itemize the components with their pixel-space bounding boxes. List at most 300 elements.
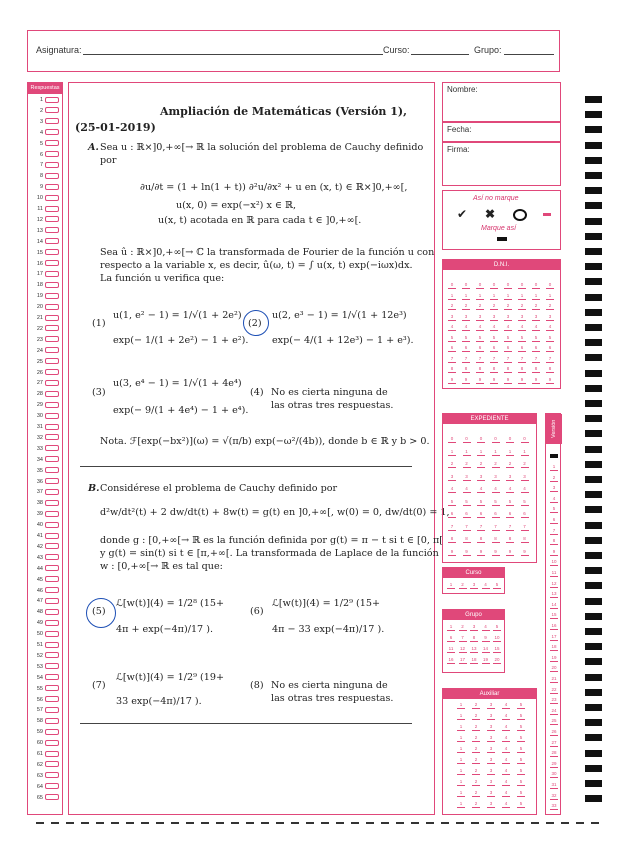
answer-row-56[interactable] — [31, 696, 61, 704]
answer-bubble[interactable] — [45, 369, 59, 375]
auxiliar-grid[interactable] — [442, 688, 537, 815]
bubble-cell[interactable]: 4 — [482, 582, 490, 589]
bubble-cell[interactable]: 4 — [502, 790, 510, 797]
bubble-cell[interactable]: 4 — [463, 486, 471, 493]
bubble-cell[interactable]: 3 — [487, 702, 495, 709]
bubble-cell[interactable]: 28 — [551, 750, 557, 756]
bubble-cell[interactable]: 7 — [476, 356, 484, 363]
bubble-cell[interactable]: 19 — [551, 654, 557, 660]
answer-bubble[interactable] — [45, 97, 59, 103]
bubble-cell[interactable]: 8 — [504, 366, 512, 373]
answer-row-7[interactable] — [31, 161, 61, 169]
bubble-cell[interactable]: 4 — [448, 324, 456, 331]
bubble-cell[interactable]: 0 — [492, 436, 500, 443]
bubble-cell[interactable]: 4 — [502, 713, 510, 720]
bubble-cell[interactable]: 3 — [550, 485, 558, 492]
bubble-cell[interactable]: 26 — [551, 729, 557, 734]
bubble-cell[interactable]: 3 — [463, 474, 471, 481]
answer-row-1[interactable] — [31, 96, 61, 104]
bubble-cell[interactable]: 2 — [472, 724, 480, 731]
bubble-cell[interactable]: 8 — [476, 366, 484, 373]
bubble-cell[interactable]: 5 — [546, 335, 554, 342]
bubble-cell[interactable]: 5 — [517, 713, 525, 720]
bubble-cell[interactable]: 9 — [482, 635, 490, 642]
answer-bubble[interactable] — [45, 304, 59, 310]
bubble-cell[interactable]: 9 — [550, 549, 558, 556]
answer-row-24[interactable] — [31, 347, 61, 355]
answer-row-65[interactable] — [31, 794, 61, 802]
answer-row-37[interactable] — [31, 488, 61, 496]
answer-bubble[interactable] — [45, 772, 59, 778]
answer-row-59[interactable] — [31, 728, 61, 736]
bubble-cell[interactable]: 5 — [492, 499, 500, 506]
bubble-cell[interactable]: 0 — [490, 282, 498, 289]
bubble-cell[interactable]: 9 — [462, 377, 470, 384]
answer-bubble[interactable] — [45, 315, 59, 321]
bubble-cell[interactable]: 1 — [546, 293, 554, 300]
bubble-cell[interactable]: 7 — [550, 528, 558, 535]
bubble-cell[interactable]: 14 — [551, 601, 557, 607]
answer-bubble[interactable] — [45, 620, 59, 626]
answer-row-9[interactable] — [31, 183, 61, 191]
answer-row-12[interactable] — [31, 216, 61, 224]
bubble-cell[interactable]: 18 — [551, 644, 557, 650]
bubble-cell[interactable]: 5 — [477, 499, 485, 506]
answer-bubble[interactable] — [45, 794, 59, 800]
answer-bubble[interactable] — [45, 173, 59, 179]
bubble-cell[interactable]: 9 — [448, 377, 456, 384]
bubble-cell[interactable]: 24 — [551, 707, 557, 713]
answer-bubble[interactable] — [45, 238, 59, 244]
bubble-cell[interactable]: 18 — [471, 657, 477, 662]
bubble-cell[interactable]: 5 — [504, 335, 512, 342]
bubble-cell[interactable]: 9 — [504, 377, 512, 384]
bubble-cell[interactable]: 5 — [550, 506, 558, 513]
bubble-cell[interactable]: 6 — [504, 345, 512, 352]
bubble-cell[interactable]: 6 — [447, 635, 455, 642]
bubble-cell[interactable]: 2 — [472, 757, 480, 764]
bubble-cell[interactable]: 9 — [477, 549, 485, 556]
bubble-cell[interactable]: 2 — [518, 303, 526, 310]
answer-bubble[interactable] — [45, 347, 59, 353]
bubble-cell[interactable]: 10 — [551, 559, 557, 565]
answer-row-54[interactable] — [31, 674, 61, 682]
bubble-cell[interactable]: 1 — [457, 790, 465, 797]
bubble-cell[interactable]: 1 — [457, 801, 465, 808]
bubble-cell[interactable]: 19 — [482, 657, 488, 662]
answer-row-13[interactable] — [31, 227, 61, 235]
bubble-cell[interactable]: 5 — [517, 702, 525, 709]
bubble-cell[interactable]: 1 — [506, 449, 514, 456]
bubble-cell[interactable]: 3 — [476, 314, 484, 321]
answer-bubble[interactable] — [45, 424, 59, 430]
bubble-cell[interactable]: 7 — [463, 524, 471, 531]
bubble-cell[interactable]: 5 — [517, 757, 525, 764]
bubble-cell[interactable]: 8 — [546, 366, 554, 373]
answer-row-10[interactable] — [31, 194, 61, 202]
bubble-cell[interactable]: 1 — [550, 464, 558, 471]
bubble-cell[interactable]: 1 — [457, 713, 465, 720]
bubble-cell[interactable]: 5 — [463, 499, 471, 506]
bubble-cell[interactable]: 4 — [521, 486, 529, 493]
version-column[interactable] — [545, 413, 561, 815]
answer-bubble[interactable] — [45, 118, 59, 124]
bubble-cell[interactable]: 1 — [457, 768, 465, 775]
answer-row-45[interactable] — [31, 576, 61, 584]
answer-bubble[interactable] — [45, 358, 59, 364]
bubble-cell[interactable]: 4 — [502, 757, 510, 764]
answer-bubble[interactable] — [45, 609, 59, 615]
bubble-cell[interactable]: 2 — [546, 303, 554, 310]
answer-bubble[interactable] — [45, 206, 59, 212]
bubble-cell[interactable]: 4 — [477, 486, 485, 493]
answer-bubble[interactable] — [45, 216, 59, 222]
bubble-cell[interactable]: 2 — [472, 702, 480, 709]
answer-row-53[interactable] — [31, 663, 61, 671]
asignatura-field[interactable] — [83, 54, 383, 55]
bubble-cell[interactable]: 8 — [448, 366, 456, 373]
bubble-cell[interactable]: 4 — [502, 702, 510, 709]
bubble-cell[interactable]: 8 — [506, 536, 514, 543]
answer-row-2[interactable] — [31, 107, 61, 115]
bubble-cell[interactable]: 5 — [517, 735, 525, 742]
bubble-cell[interactable]: 0 — [448, 436, 456, 443]
answer-bubble[interactable] — [45, 729, 59, 735]
answer-row-36[interactable] — [31, 478, 61, 486]
bubble-cell[interactable]: 31 — [551, 782, 557, 787]
bubble-cell[interactable]: 2 — [472, 768, 480, 775]
bubble-cell[interactable]: 8 — [518, 366, 526, 373]
bubble-cell[interactable]: 2 — [490, 303, 498, 310]
bubble-cell[interactable]: 6 — [490, 345, 498, 352]
bubble-cell[interactable]: 5 — [517, 768, 525, 775]
bubble-cell[interactable]: 5 — [493, 624, 501, 631]
answer-row-4[interactable] — [31, 129, 61, 137]
answer-row-29[interactable] — [31, 401, 61, 409]
bubble-cell[interactable]: 5 — [476, 335, 484, 342]
answer-bubble[interactable] — [45, 543, 59, 549]
bubble-cell[interactable]: 7 — [448, 524, 456, 531]
answer-row-63[interactable] — [31, 772, 61, 780]
answer-bubble[interactable] — [45, 751, 59, 757]
answer-bubble[interactable] — [45, 129, 59, 135]
bubble-cell[interactable]: 4 — [482, 624, 490, 631]
bubble-cell[interactable]: 16 — [448, 657, 454, 662]
bubble-cell[interactable]: 4 — [502, 724, 510, 731]
bubble-cell[interactable]: 4 — [504, 324, 512, 331]
bubble-cell[interactable]: 5 — [448, 499, 456, 506]
bubble-cell[interactable]: 3 — [487, 746, 495, 753]
answer-bubble[interactable] — [45, 380, 59, 386]
bubble-cell[interactable]: 4 — [506, 486, 514, 493]
bubble-cell[interactable]: 3 — [470, 624, 478, 631]
bubble-cell[interactable]: 6 — [546, 345, 554, 352]
answer-bubble[interactable] — [45, 195, 59, 201]
bubble-cell[interactable]: 1 — [447, 582, 455, 589]
answer-bubble[interactable] — [45, 227, 59, 233]
bubble-cell[interactable]: 14 — [482, 646, 488, 651]
bubble-cell[interactable]: 6 — [477, 511, 485, 518]
answer-row-26[interactable] — [31, 369, 61, 377]
answer-bubble[interactable] — [45, 663, 59, 669]
answer-row-55[interactable] — [31, 685, 61, 693]
bubble-cell[interactable]: 15 — [494, 646, 500, 651]
bubble-cell[interactable]: 0 — [463, 436, 471, 443]
bubble-cell[interactable]: 2 — [472, 779, 480, 786]
answer-bubble[interactable] — [45, 325, 59, 331]
bubble-cell[interactable]: 0 — [504, 282, 512, 289]
bubble-cell[interactable]: 1 — [463, 449, 471, 456]
bubble-cell[interactable]: 2 — [550, 475, 558, 482]
answer-bubble[interactable] — [45, 402, 59, 408]
bubble-cell[interactable]: 25 — [551, 718, 557, 724]
answer-row-30[interactable] — [31, 412, 61, 420]
answer-bubble[interactable] — [45, 249, 59, 255]
answer-bubble[interactable] — [45, 598, 59, 604]
answer-bubble[interactable] — [45, 783, 59, 789]
answer-bubble[interactable] — [45, 696, 59, 702]
answer-bubble[interactable] — [45, 293, 59, 299]
bubble-cell[interactable]: 4 — [448, 486, 456, 493]
answer-row-18[interactable] — [31, 281, 61, 289]
bubble-cell[interactable]: 8 — [521, 536, 529, 543]
curso-grid[interactable] — [442, 567, 505, 594]
answer-bubble[interactable] — [45, 652, 59, 658]
bubble-cell[interactable]: 5 — [517, 724, 525, 731]
bubble-cell[interactable]: 29 — [551, 760, 557, 766]
nombre-box[interactable] — [442, 82, 561, 122]
bubble-cell[interactable]: 5 — [448, 335, 456, 342]
bubble-cell[interactable]: 3 — [506, 474, 514, 481]
bubble-cell[interactable]: 3 — [487, 768, 495, 775]
bubble-cell[interactable]: 3 — [470, 582, 478, 589]
answer-bubble[interactable] — [45, 631, 59, 637]
bubble-cell[interactable]: 7 — [448, 356, 456, 363]
answer-bubble[interactable] — [45, 740, 59, 746]
bubble-cell[interactable]: 8 — [492, 536, 500, 543]
bubble-cell[interactable]: 20 — [494, 657, 500, 662]
bubble-cell[interactable]: 11 — [448, 646, 454, 651]
bubble-cell[interactable]: 6 — [506, 511, 514, 518]
bubble-cell[interactable]: 0 — [462, 282, 470, 289]
bubble-cell[interactable]: 6 — [476, 345, 484, 352]
bubble-cell[interactable]: 9 — [532, 377, 540, 384]
answer-bubble[interactable] — [45, 391, 59, 397]
bubble-cell[interactable]: 3 — [504, 314, 512, 321]
bubble-cell[interactable]: 23 — [551, 697, 557, 703]
answer-bubble[interactable] — [45, 271, 59, 277]
grupo-field[interactable] — [504, 54, 554, 55]
bubble-cell[interactable]: 10 — [494, 635, 500, 640]
answer-row-6[interactable] — [31, 151, 61, 159]
bubble-cell[interactable]: 17 — [459, 657, 465, 662]
bubble-cell[interactable]: 5 — [532, 335, 540, 342]
answer-bubble[interactable] — [45, 489, 59, 495]
bubble-cell[interactable]: 1 — [504, 293, 512, 300]
bubble-cell[interactable]: 0 — [518, 282, 526, 289]
bubble-cell[interactable]: 3 — [518, 314, 526, 321]
bubble-cell[interactable]: 5 — [493, 582, 501, 589]
bubble-cell[interactable]: 0 — [477, 436, 485, 443]
bubble-cell[interactable]: 16 — [551, 623, 557, 628]
bubble-cell[interactable]: 6 — [462, 345, 470, 352]
bubble-cell[interactable]: 2 — [462, 303, 470, 310]
bubble-cell[interactable]: 2 — [521, 461, 529, 468]
bubble-cell[interactable]: 2 — [472, 790, 480, 797]
bubble-cell[interactable]: 6 — [448, 345, 456, 352]
answer-bubble[interactable] — [45, 587, 59, 593]
answer-row-41[interactable] — [31, 532, 61, 540]
bubble-cell[interactable]: 5 — [518, 335, 526, 342]
bubble-cell[interactable]: 2 — [492, 461, 500, 468]
answer-row-60[interactable] — [31, 739, 61, 747]
bubble-cell[interactable]: 2 — [532, 303, 540, 310]
bubble-cell[interactable]: 4 — [502, 779, 510, 786]
answer-bubble[interactable] — [45, 282, 59, 288]
answer-row-16[interactable] — [31, 260, 61, 268]
bubble-cell[interactable]: 8 — [462, 366, 470, 373]
bubble-cell[interactable]: 1 — [518, 293, 526, 300]
bubble-cell[interactable]: 7 — [518, 356, 526, 363]
bubble-cell[interactable]: 1 — [457, 779, 465, 786]
answer-bubble[interactable] — [45, 674, 59, 680]
answer-bubble[interactable] — [45, 445, 59, 451]
bubble-cell[interactable]: 4 — [546, 324, 554, 331]
bubble-cell[interactable]: 7 — [459, 635, 467, 642]
bubble-cell[interactable]: 6 — [532, 345, 540, 352]
bubble-cell[interactable]: 4 — [502, 801, 510, 808]
bubble-cell[interactable]: 3 — [448, 474, 456, 481]
bubble-cell[interactable]: 1 — [462, 293, 470, 300]
bubble-cell[interactable]: 1 — [457, 724, 465, 731]
bubble-cell[interactable]: 5 — [506, 499, 514, 506]
answer-row-61[interactable] — [31, 750, 61, 758]
bubble-cell[interactable]: 3 — [532, 314, 540, 321]
answer-row-35[interactable] — [31, 467, 61, 475]
firma-box[interactable] — [442, 142, 561, 186]
answer-row-44[interactable] — [31, 565, 61, 573]
bubble-cell[interactable]: 3 — [487, 779, 495, 786]
bubble-cell[interactable]: 5 — [490, 335, 498, 342]
answer-row-38[interactable] — [31, 499, 61, 507]
answer-row-64[interactable] — [31, 783, 61, 791]
answer-bubble[interactable] — [45, 761, 59, 767]
bubble-cell[interactable]: 0 — [532, 282, 540, 289]
answer-row-33[interactable] — [31, 445, 61, 453]
bubble-cell[interactable]: 4 — [502, 768, 510, 775]
answer-row-34[interactable] — [31, 456, 61, 464]
answer-bubble[interactable] — [45, 642, 59, 648]
bubble-cell[interactable]: 6 — [492, 511, 500, 518]
bubble-cell[interactable]: 22 — [551, 686, 557, 692]
bubble-cell[interactable]: 6 — [448, 511, 456, 518]
bubble-cell[interactable]: 2 — [476, 303, 484, 310]
bubble-cell[interactable]: 4 — [490, 324, 498, 331]
bubble-cell[interactable]: 4 — [550, 496, 558, 503]
bubble-cell[interactable]: 7 — [492, 524, 500, 531]
bubble-cell[interactable]: 2 — [448, 303, 456, 310]
bubble-cell[interactable]: 8 — [532, 366, 540, 373]
answer-bubble[interactable] — [45, 522, 59, 528]
answer-row-57[interactable] — [31, 706, 61, 714]
bubble-cell[interactable]: 9 — [521, 549, 529, 556]
bubble-cell[interactable]: 6 — [521, 511, 529, 518]
bubble-cell[interactable]: 6 — [550, 517, 558, 524]
answer-bubble[interactable] — [45, 500, 59, 506]
bubble-cell[interactable]: 1 — [457, 746, 465, 753]
bubble-cell[interactable]: 7 — [490, 356, 498, 363]
bubble-cell[interactable]: 2 — [472, 713, 480, 720]
bubble-cell[interactable]: 3 — [462, 314, 470, 321]
bubble-cell[interactable]: 8 — [448, 536, 456, 543]
bubble-cell[interactable]: 0 — [521, 436, 529, 443]
bubble-cell[interactable]: 5 — [517, 779, 525, 786]
bubble-cell[interactable]: 7 — [521, 524, 529, 531]
bubble-cell[interactable]: 5 — [517, 746, 525, 753]
answer-bubble[interactable] — [45, 511, 59, 517]
bubble-cell[interactable]: 8 — [463, 536, 471, 543]
answer-bubble[interactable] — [45, 456, 59, 462]
bubble-cell[interactable]: 7 — [504, 356, 512, 363]
bubble-cell[interactable]: 1 — [457, 702, 465, 709]
bubble-cell[interactable]: 9 — [518, 377, 526, 384]
expediente-grid[interactable] — [442, 413, 537, 563]
bubble-cell[interactable]: 3 — [487, 757, 495, 764]
answer-bubble[interactable] — [45, 685, 59, 691]
answer-bubble[interactable] — [45, 434, 59, 440]
answer-row-5[interactable] — [31, 140, 61, 148]
bubble-cell[interactable]: 1 — [457, 735, 465, 742]
answer-row-27[interactable] — [31, 379, 61, 387]
answer-row-49[interactable] — [31, 619, 61, 627]
answer-bubble[interactable] — [45, 162, 59, 168]
bubble-cell[interactable]: 1 — [448, 293, 456, 300]
bubble-cell[interactable]: 3 — [487, 713, 495, 720]
bubble-cell[interactable]: 3 — [490, 314, 498, 321]
bubble-cell[interactable]: 0 — [546, 282, 554, 289]
answer-row-15[interactable] — [31, 249, 61, 257]
bubble-cell[interactable]: 9 — [492, 549, 500, 556]
bubble-cell[interactable]: 2 — [506, 461, 514, 468]
answer-row-47[interactable] — [31, 597, 61, 605]
answer-row-43[interactable] — [31, 554, 61, 562]
bubble-cell[interactable]: 4 — [518, 324, 526, 331]
bubble-cell[interactable]: 12 — [551, 580, 557, 586]
bubble-cell[interactable]: 0 — [506, 436, 514, 443]
bubble-cell[interactable]: 8 — [470, 635, 478, 642]
bubble-cell[interactable]: 3 — [477, 474, 485, 481]
curso-field[interactable] — [411, 54, 469, 55]
bubble-cell[interactable]: 3 — [487, 790, 495, 797]
bubble-cell[interactable]: 8 — [477, 536, 485, 543]
bubble-cell[interactable]: 27 — [551, 739, 557, 745]
bubble-cell[interactable]: 8 — [490, 366, 498, 373]
answer-row-8[interactable] — [31, 172, 61, 180]
bubble-cell[interactable]: 17 — [551, 633, 557, 639]
answer-row-28[interactable] — [31, 390, 61, 398]
grupo-grid[interactable] — [442, 609, 505, 673]
bubble-cell[interactable]: 9 — [490, 377, 498, 384]
bubble-cell[interactable]: 21 — [551, 676, 557, 681]
bubble-cell[interactable]: 2 — [472, 746, 480, 753]
bubble-cell[interactable]: 3 — [521, 474, 529, 481]
bubble-cell[interactable]: 20 — [551, 665, 557, 671]
answer-row-25[interactable] — [31, 358, 61, 366]
bubble-cell[interactable]: 12 — [459, 646, 465, 651]
bubble-cell[interactable]: 2 — [477, 461, 485, 468]
answer-row-17[interactable] — [31, 270, 61, 278]
answer-row-21[interactable] — [31, 314, 61, 322]
